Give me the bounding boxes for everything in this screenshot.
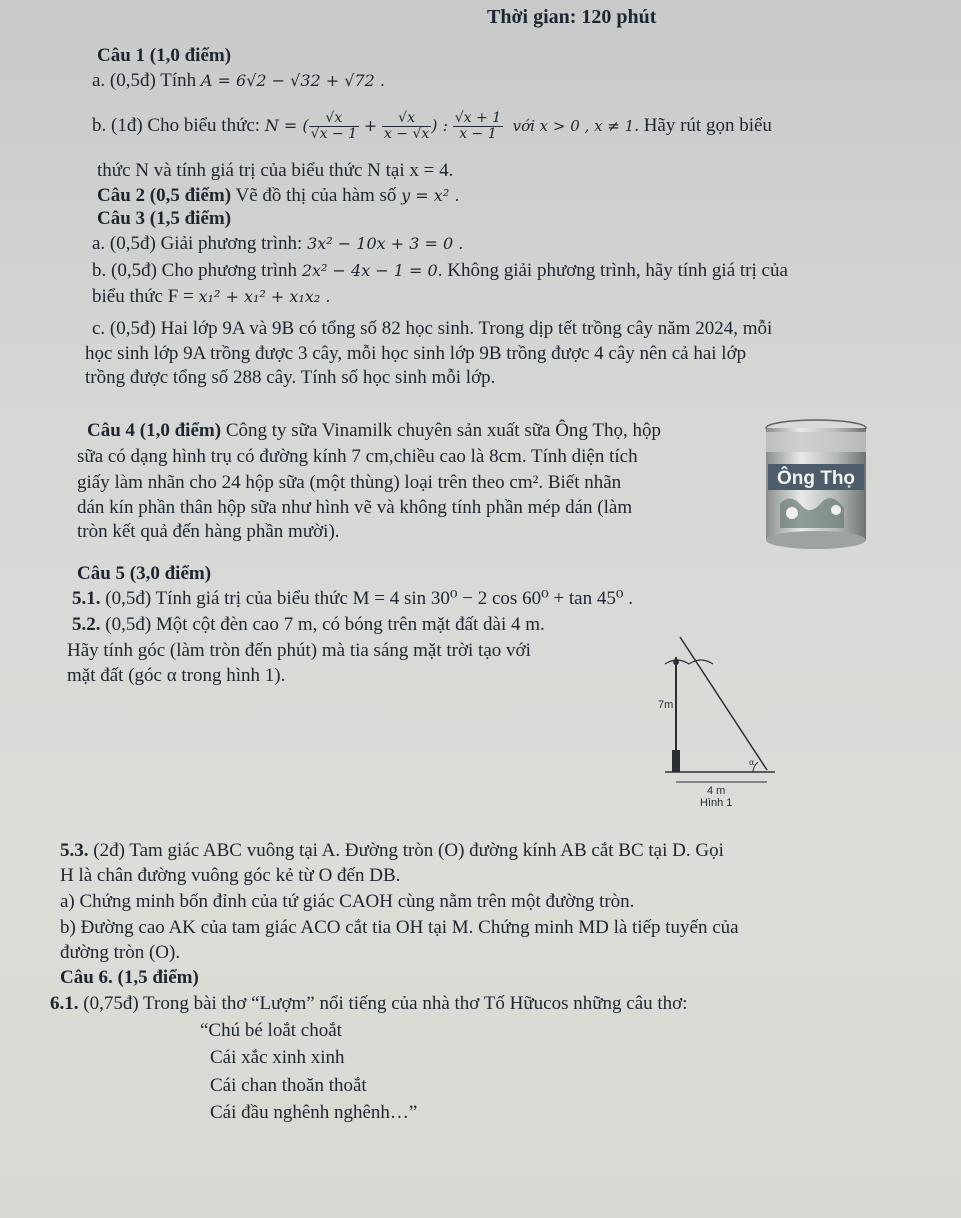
- q3-b-line2: biểu thức F = x₁² + x₁² + x₁x₂ .: [92, 286, 331, 307]
- q5-p3-a: a) Chứng minh bốn đỉnh của tứ giác CAOH cùng nằm trên một đường tròn.: [60, 891, 635, 912]
- milk-can-image: [760, 418, 872, 554]
- q1-b-frac1: $\frac{√x}{√x - 1}$: [310, 110, 358, 142]
- q3-a: a. (0,5đ) Giải phương trình: 3x² − 10x + 3 = 0 .: [92, 233, 464, 254]
- q3-c-line3: trồng được tổng số 288 cây. Tính số học sinh mỗi lớp.: [85, 367, 496, 388]
- exam-time: Thời gian: 120 phút: [487, 6, 657, 28]
- q6-poem-line-1: “Chú bé loắt choắt: [200, 1020, 342, 1041]
- q2: [97, 185, 459, 207]
- q3-c-line2: học sinh lớp 9A trồng được 3 cây, mỗi học sinh lớp 9B trồng được 4 cây nên cả hai lớp: [85, 343, 747, 364]
- figure-1-caption: Hình 1: [700, 797, 733, 809]
- q6-poem-line-2: Cái xắc xinh xinh: [210, 1047, 345, 1068]
- q1-a: [92, 70, 385, 92]
- q6-p1: 6.1. (0,75đ) Trong bài thơ “Lượm” nổi tiếng của nhà thơ Tố Hữucos những câu thơ:: [50, 993, 688, 1014]
- q6-title: Câu 6. (1,5 điểm): [60, 967, 199, 988]
- q1-title: Câu 1 (1,0 điểm): [97, 45, 232, 66]
- figure-1-lamp-post: [655, 632, 795, 822]
- q1-b-line2: thức N và tính giá trị của biểu thức N tại x = 4.: [97, 160, 454, 181]
- fig-alpha-label: α: [749, 758, 755, 767]
- q5-p2: 5.2. (0,5đ) Một cột đèn cao 7 m, có bóng trên mặt đất dài 4 m.: [72, 614, 545, 635]
- q1-b-frac2: $\frac{√x}{x - √x}$: [383, 110, 430, 142]
- q2-text: Vẽ đồ thị của hàm số: [235, 185, 397, 206]
- q4-line5: tròn kết quả đến hàng phần mười).: [77, 521, 340, 542]
- q1-b-suffix: . Hãy rút gọn biểu: [634, 114, 772, 136]
- q3-c-line1: c. (0,5đ) Hai lớp 9A và 9B có tổng số 82 học sinh. Trong dịp tết trồng cây năm 2024, mỗi: [92, 318, 773, 339]
- q1-a-expr: A = 6√2 − √32 + √72 .: [200, 71, 386, 90]
- q1-b-expr-start: N = (: [264, 115, 309, 135]
- q5-p3-line1: 5.3. (2đ) Tam giác ABC vuông tại A. Đường tròn (O) đường kính AB cắt BC tại D. Gọi: [60, 840, 724, 861]
- can-label: Ông Thọ: [776, 468, 856, 489]
- q1-a-prefix: a. (0,5đ) Tính: [92, 70, 197, 91]
- q5-p3-b1: b) Đường cao AK của tam giác ACO cắt tia OH tại M. Chứng minh MD là tiếp tuyến của: [60, 917, 739, 938]
- q5-p3-b2: đường tròn (O).: [60, 942, 181, 963]
- q3-a-expr: 3x² − 10x + 3 = 0 .: [307, 234, 464, 253]
- q4-line2: sữa có dạng hình trụ có đường kính 7 cm,chiều cao là 8cm. Tính diện tích: [77, 446, 638, 467]
- q2-expr: y = x² .: [401, 186, 460, 205]
- fig-base-label: 4 m: [707, 785, 726, 797]
- q3-title: Câu 3 (1,5 điểm): [97, 208, 232, 229]
- q4-title: Câu 4 (1,0 điểm): [87, 420, 222, 441]
- q6-poem-line-4: Cái đầu nghênh nghênh…”: [210, 1102, 418, 1123]
- q5-title: Câu 5 (3,0 điểm): [77, 563, 212, 584]
- q1-b: b. (1đ) Cho biểu thức: N = ( $\frac{√x}{√x - 1}$ + $\frac{√x}{x - √x}$ ) : $\frac{√x + 1}{x - 1}$ với x > 0 , x ≠ 1. Hãy rút gọn biểu: [92, 110, 772, 142]
- q3-b-line2-expr: x₁² + x₁² + x₁x₂ .: [198, 287, 331, 306]
- q4-line1: Câu 4 (1,0 điểm) Công ty sữa Vinamilk chuyên sản xuất sữa Ông Thọ, hộp: [87, 420, 661, 441]
- q3-b: b. (0,5đ) Cho phương trình 2x² − 4x − 1 = 0. Không giải phương trình, hãy tính giá trị của: [92, 260, 788, 281]
- q5-p1: 5.1. (0,5đ) Tính giá trị của biểu thức M = 4 sin 30⁰ − 2 cos 60⁰ + tan 45⁰ .: [72, 588, 633, 609]
- q4-line4: dán kín phần thân hộp sữa như hình vẽ và không tính phần mép dán (làm: [77, 497, 633, 518]
- q6-poem-line-3: Cái chan thoăn thoắt: [210, 1075, 367, 1096]
- q1-b-condition: với x > 0 , x ≠ 1: [512, 116, 635, 135]
- q3-b-expr: 2x² − 4x − 1 = 0: [301, 261, 438, 280]
- q2-title: Câu 2 (0,5 điểm): [97, 185, 232, 206]
- q5-p2-line3: mặt đất (góc α trong hình 1).: [67, 665, 286, 686]
- q4-line3: giấy làm nhãn cho 24 hộp sữa (một thùng) loại trên theo cm². Biết nhãn: [77, 472, 622, 493]
- fig-height-label: 7m: [658, 699, 674, 711]
- q5-p2-line2: Hãy tính góc (làm tròn đến phút) mà tia sáng mặt trời tạo với: [67, 640, 531, 661]
- q1-b-prefix: b. (1đ) Cho biểu thức:: [92, 114, 261, 136]
- q1-b-frac3: $\frac{√x + 1}{x - 1}$: [454, 110, 502, 142]
- q1-b-colon: ) :: [431, 115, 448, 135]
- q5-p3-line2: H là chân đường vuông góc kẻ từ O đến DB.: [60, 865, 401, 886]
